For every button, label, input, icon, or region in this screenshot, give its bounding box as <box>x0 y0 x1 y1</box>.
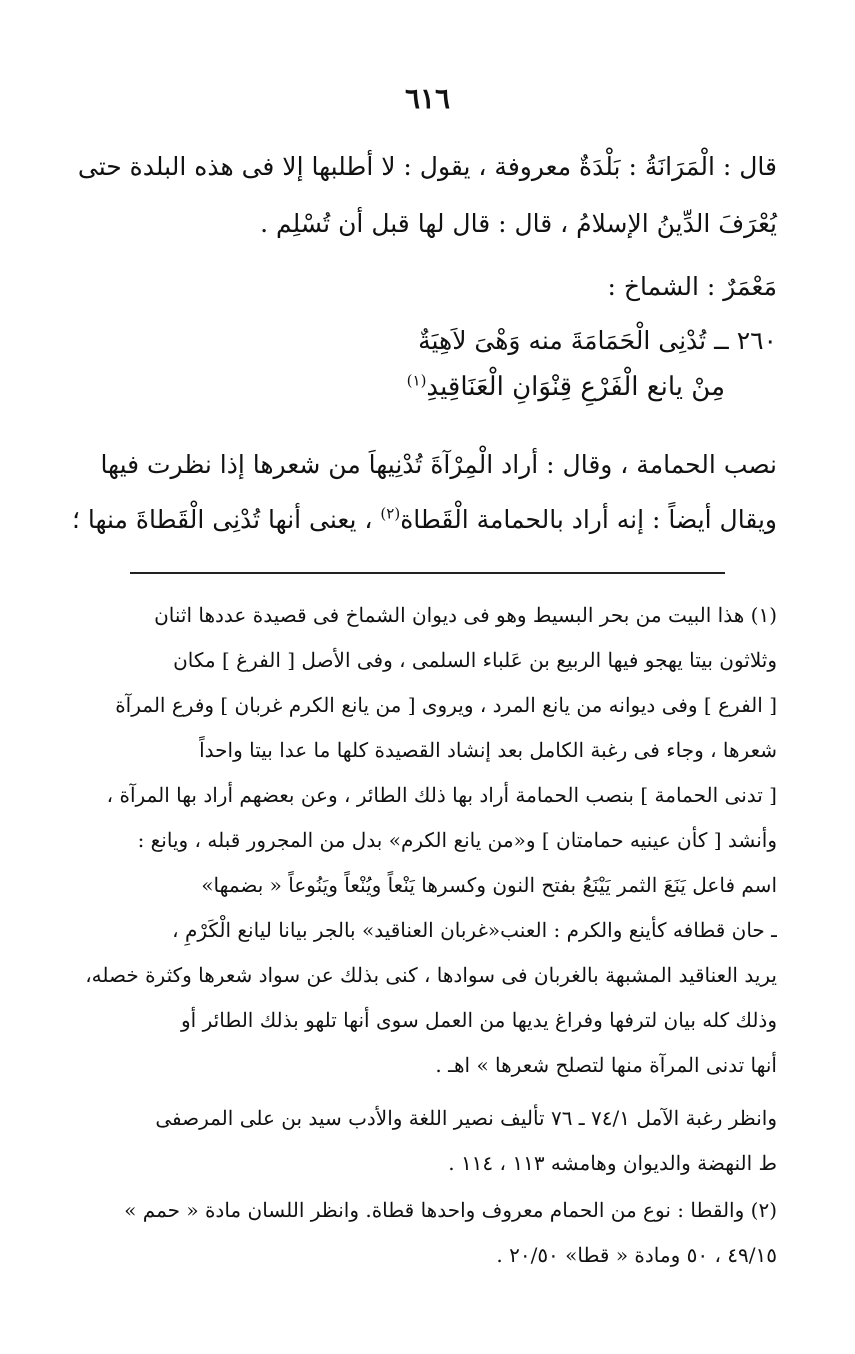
footnote-line: ٤٩/١٥ ، ٥٠ ومادة « قطا» ٢٠/٥٠ . <box>496 1243 777 1267</box>
verse-dash: ــ <box>706 326 729 355</box>
verse-second-hemistich: مِنْ يانع الْفَرْعِ قِنْوَانِ الْعَنَاقِيدِ <box>426 372 725 402</box>
footnote-line: ط النهضة والديوان وهامشه ١١٣ ، ١١٤ . <box>448 1151 777 1175</box>
footnote-line: يريد العناقيد المشبهة بالغربان فى سوادها ، كنى بذلك عن سواد شعرها وكثرة خصله، <box>85 963 777 987</box>
footnote-line: وأنشد [ كأن عينيه حمامتان ] و«من يانع الكرم» بدل من المجرور قبله ، ويانع : <box>137 828 777 852</box>
footnote-line: اسم فاعل يَنَعَ الثمر يَيْنَعُ بفتح النون وكسرها يَنْعاً ويُنْعاً ويَنُوعاً « بضمها» <box>201 873 777 897</box>
verse-line-2 <box>25 367 725 407</box>
footnote-line: ـ حان قطافه كأينع والكرم : العنب«غربان العناقيد» بالجر بيانا ليانع الْكَرْمِ ، <box>172 918 777 942</box>
footnote-line: [ تدنى الحمامة ] بنصب الحمامة أراد بها ذلك الطائر ، وعن بعضهم أراد بها المرآة ، <box>106 783 777 807</box>
main-text-line-4: نصب الحمامة ، وقال : أراد الْمِرْآةَ تُدْنِيهاَ من شعرها إذا نظرت فيها <box>100 450 777 479</box>
footnote-separator <box>130 572 725 574</box>
main-text-line-5 <box>71 500 777 540</box>
footnote-line: وانظر رغبة الآمل ٧٤/١ ـ ٧٦ تأليف نصير اللغة والأدب سيد بن على المرصفى <box>155 1106 777 1130</box>
footnote-line: أنها تدنى المرآة منها لتصلح شعرها » اهـ . <box>435 1053 777 1077</box>
footnote-ref-1: (١) <box>406 371 427 390</box>
footnote-line: شعرها ، وجاء فى رغبة الكامل بعد إنشاد القصيدة كلها ما عدا بيتا واحداً <box>199 738 777 762</box>
poet-attribution: مَعْمَرٌ : الشماخ : <box>607 272 777 301</box>
main-text-line-1: قال : الْمَرَانَةُ : بَلْدَةٌ معروفة ، يقول : لا أطلبها إلا فى هذه البلدة حتى <box>77 152 777 181</box>
footnote-line: وثلاثون بيتا يهجو فيها الربيع بن عَلباء السلمى ، وفى الأصل [ الفرغ ] مكان <box>173 648 777 672</box>
footnote-line: [ الفرع ] وفى ديوانه من يانع المرد ، ويروى [ من يانع الكرم غربان ] وفرع المرآة <box>115 693 777 717</box>
page-number: ٦١٦ <box>404 82 451 115</box>
footnote-line: (٢) والقطا : نوع من الحمام معروف واحدها قطاة. وانظر اللسان مادة « حمم » <box>124 1198 777 1222</box>
footnote-line: وذلك كله بيان لترفها وفراغ يديها من العمل سوى أنها تلهو بذلك الطائر أو <box>181 1008 777 1032</box>
footnote-line: (١) هذا البيت من بحر البسيط وهو فى ديوان الشماخ فى قصيدة عددها اثنان <box>154 603 777 627</box>
verse-line-1 <box>77 321 777 361</box>
main-text-line-5-part-b: ، يعنى أنها تُدْنِى الْقَطاةَ منها ؛ <box>71 505 381 534</box>
verse-first-hemistich: تُدْنِى الْحَمَامَةَ منه وَهْىَ لاَهِيَةٌ <box>418 326 707 355</box>
verse-number: ٢٦٠ <box>736 326 777 355</box>
main-text-line-5-part-a: ويقال أيضاً : إنه أراد بالحمامة الْقَطاة <box>400 505 777 534</box>
footnote-ref-2: (٢) <box>380 504 401 523</box>
main-text-line-2: يُعْرَفَ الدِّينُ الإسلامُ ، قال : قال لها قبل أن تُسْلِم . <box>260 209 777 238</box>
